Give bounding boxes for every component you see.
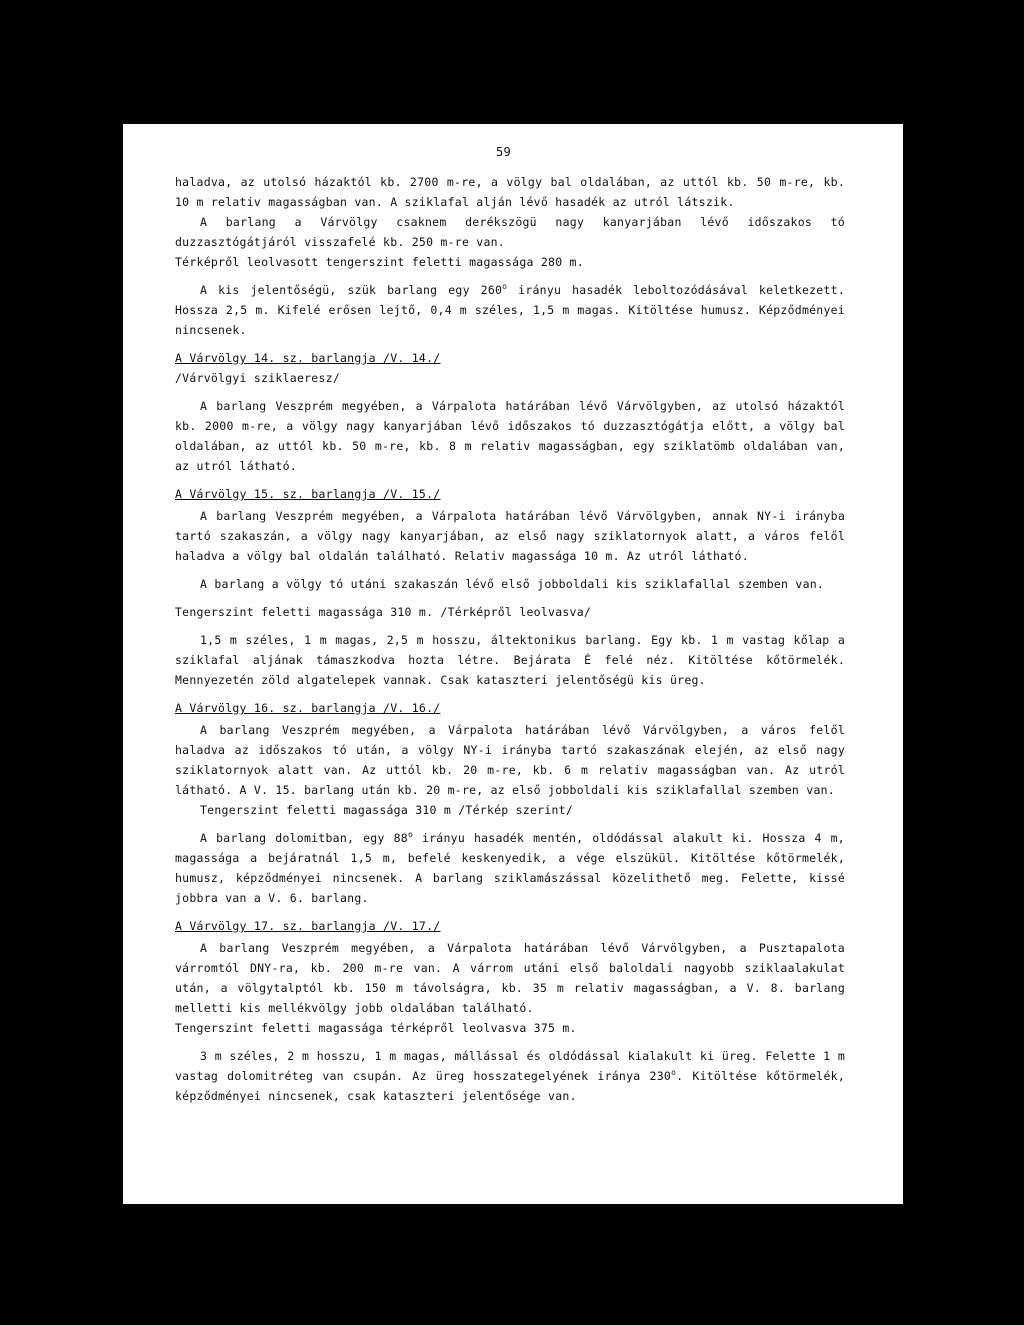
heading-cave-15: A Várvölgy 15. sz. barlangja /V. 15./ bbox=[175, 487, 441, 501]
paragraph-cave-16-elevation: Tengerszint feletti magassága 310 m /Térkép szerint/ bbox=[200, 803, 574, 817]
paragraph-description: A kis jelentőségü, szük barlang egy 260$^o$ irányu hasadék leboltozódásával keletkezett. Hossza 2,5 m. Kifelé erősen lejtő, 0,4 m széles, 1,5 m magas. Kitöltése humusz. Képződményei nincsenek. bbox=[175, 282, 845, 337]
paragraph-cave-15-location: A barlang Veszprém megyében, a Várpalota határában lévő Várvölgyben, annak NY-i irányba tartó szakaszán, a völgy nagy kanyarjában, az első nagy sziklatornyok alatt, a város felől haladva a völgy bal oldalán található. Relativ magassága 10 m. Az utról látható. bbox=[175, 509, 845, 563]
paragraph-cave-15-description: 1,5 m széles, 1 m magas, 2,5 m hosszu, áltektonikus barlang. Egy kb. 1 m vastag kőlap a sziklafal aljának támaszkodva hozta létre. Bejárata É felé néz. Kitöltése kőtörmelék. Mennyezetén zöld algatelepek vannak. Csak kataszteri jelentőségü kis üreg. bbox=[175, 633, 845, 687]
paragraph-cave-16-location: A barlang Veszprém megyében, a Várpalota határában lévő Várvölgyben, a város felől haladva az időszakos tó után, a völgy NY-i irányba tartó szakaszának elején, az első nagy sziklatornyok alatt van. Az uttól kb. 20 m-re, kb. 6 m relativ magasságban van. Az utról látható. A V. 15. barlang után kb. 20 m-re, az első jobboldali kis sziklafallal szemben van. bbox=[175, 723, 845, 797]
paragraph-cave-15-opposite: A barlang a völgy tó utáni szakaszán lévő első jobboldali kis sziklafallal szemben van. bbox=[200, 577, 825, 591]
subheading-cave-14: /Várvölgyi sziklaeresz/ bbox=[175, 371, 340, 385]
paragraph-location: A barlang a Várvölgy csaknem derékszögü nagy kanyarjában lévő időszakos tó duzzasztógátjáról visszafelé kb. 250 m-re van. bbox=[175, 215, 845, 249]
heading-cave-17: A Várvölgy 17. sz. barlangja /V. 17./ bbox=[175, 919, 441, 933]
paragraph-continued: haladva, az utolsó házaktól kb. 2700 m-re, a völgy bal oldalában, az uttól kb. 50 m-re, kb. 10 m relativ magasságban van. A sziklafal alján lévő hasadék az utról látszik. bbox=[175, 175, 845, 209]
document-page bbox=[123, 124, 903, 1204]
paragraph-cave-17-description: 3 m széles, 2 m hosszu, 1 m magas, mállással és oldódással kialakult ki üreg. Felette 1 m vastag dolomitréteg van csupán. Az üreg hosszategelyének iránya 230$^o$. Kitöltése kőtörmelék, képződményei nincsenek, csak kataszteri jelentősége van. bbox=[175, 1049, 845, 1103]
paragraph-cave-16-description: A barlang dolomitban, egy 88$^o$ irányu hasadék mentén, oldódással alakult ki. Hossza 4 m, magassága a bejáratnál 1,5 m, befelé keskenyedik, a vége elszükül. Kitöltése kőtörmelék, humusz, képződményei nincsenek. A barlang sziklamászással közelithető meg. Felette, kissé jobbra van a V. 6. barlang. bbox=[175, 830, 845, 905]
page-content bbox=[175, 172, 845, 1114]
heading-cave-16: A Várvölgy 16. sz. barlangja /V. 16./ bbox=[175, 701, 441, 715]
paragraph-cave-17-elevation: Tengerszint feletti magassága térképről leolvasva 375 m. bbox=[175, 1021, 577, 1035]
paragraph-cave-14: A barlang Veszprém megyében, a Várpalota határában lévő Várvölgyben, az utolsó házaktól kb. 2000 m-re, a völgy nagy kanyarjában lévő időszakos tó duzzasztógátja előtt, a völgy bal oldalában, az uttól kb. 50 m-re, kb. 8 m relativ magasságban, egy sziklatömb oldalában van, az utról látható. bbox=[175, 399, 845, 473]
paragraph-elevation: Térképről leolvasott tengerszint feletti magassága 280 m. bbox=[175, 255, 584, 269]
page-number: 59 bbox=[496, 145, 511, 159]
heading-cave-14: A Várvölgy 14. sz. barlangja /V. 14./ bbox=[175, 351, 441, 365]
paragraph-cave-15-elevation: Tengerszint feletti magassága 310 m. /Térképről leolvasva/ bbox=[175, 605, 592, 619]
paragraph-cave-17-location: A barlang Veszprém megyében, a Várpalota határában lévő Várvölgyben, a Pusztapalota várromtól DNY-ra, kb. 200 m-re van. A várrom utáni első baloldali nagyobb sziklaalakulat után, a völgytalptól kb. 150 m távolságra, kb. 35 m relativ magasságban, a V. 8. barlang melletti kis mellékvölgy jobb oldalában található. bbox=[175, 941, 845, 1015]
